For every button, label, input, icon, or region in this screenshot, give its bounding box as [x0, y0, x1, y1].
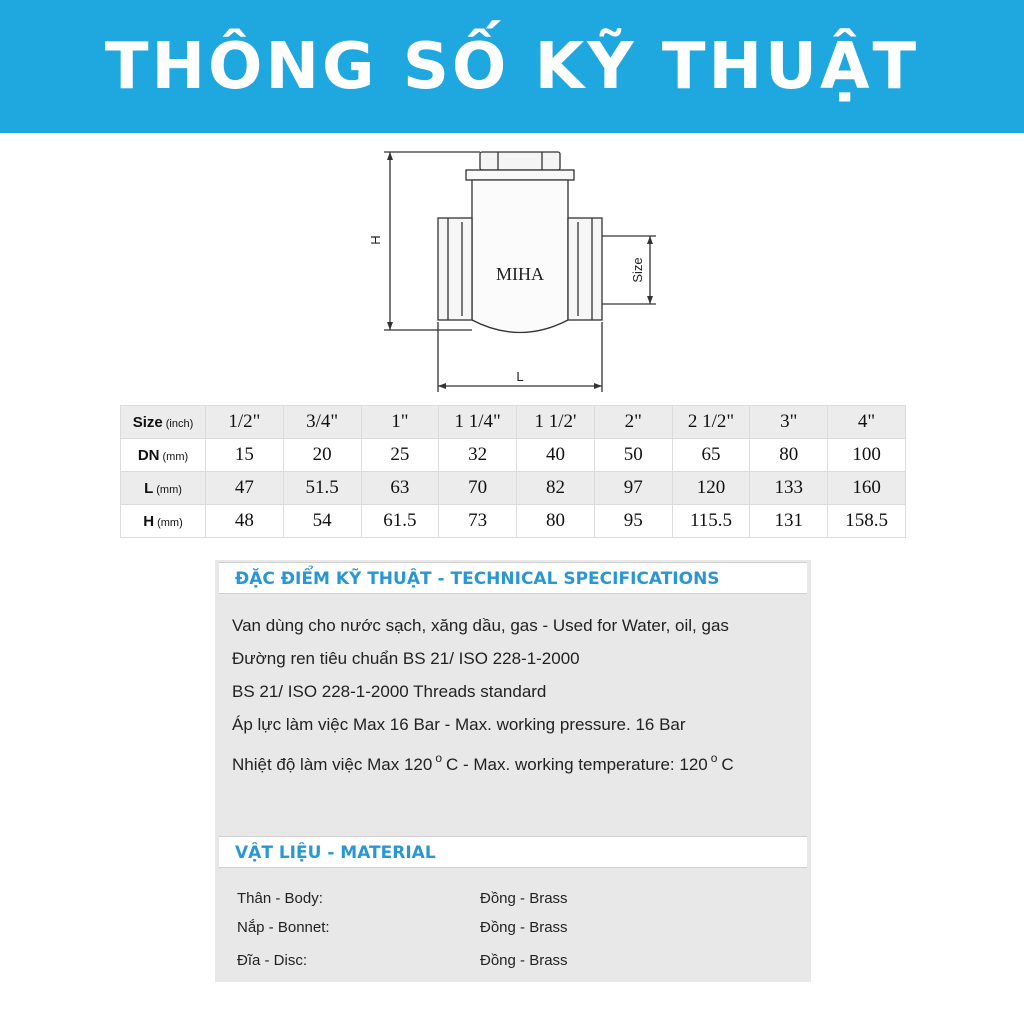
row-header-label: DN	[137, 446, 160, 464]
spec-line-temperature	[232, 744, 734, 777]
table-cell: 2 1/2"	[672, 406, 750, 439]
table-cell: 160	[828, 472, 906, 505]
row-header	[121, 472, 206, 505]
degree-symbol: o	[710, 751, 718, 765]
temp-text-2: C - Max. working temperature: 120	[446, 755, 708, 774]
material-part: Đĩa - Disc:	[237, 952, 308, 969]
temp-text-1: Nhiệt độ làm việc Max 120	[232, 755, 433, 774]
valve-drawing	[360, 140, 680, 400]
table-cell: 25	[361, 439, 439, 472]
brand-label: MIHA	[496, 264, 544, 284]
row-header-unit: (mm)	[157, 516, 183, 529]
row-header	[121, 505, 206, 538]
row-header	[121, 406, 206, 439]
spec-line: BS 21/ ISO 228-1-2000 Threads standard	[232, 682, 547, 701]
table-cell: 50	[594, 439, 672, 472]
title-banner	[0, 0, 1024, 133]
specifications-panel	[215, 560, 811, 982]
table-cell: 1"	[361, 406, 439, 439]
table-cell: 82	[517, 472, 595, 505]
spec-lines	[232, 612, 734, 777]
table-cell: 3/4"	[283, 406, 361, 439]
spec-line: Van dùng cho nước sạch, xăng dầu, gas - Used for Water, oil, gas	[232, 616, 729, 635]
material-part: Thân - Body:	[237, 890, 323, 907]
spec-line: Đường ren tiêu chuẩn BS 21/ ISO 228-1-2000	[232, 649, 580, 668]
table-cell: 1 1/4"	[439, 406, 517, 439]
table-cell: 80	[517, 505, 595, 538]
technical-specs-title: ĐẶC ĐIỂM KỸ THUẬT - TECHNICAL SPECIFICATIONS	[219, 562, 807, 594]
row-header-unit: (mm)	[156, 483, 182, 496]
table-cell: 20	[283, 439, 361, 472]
degree-symbol: o	[435, 751, 443, 765]
material-part: Nắp - Bonnet:	[237, 919, 330, 936]
table-cell: 97	[594, 472, 672, 505]
table-cell: 54	[283, 505, 361, 538]
material-row	[215, 886, 811, 916]
l-dimension-label: L	[516, 369, 524, 384]
material-row	[215, 915, 811, 945]
row-header	[121, 439, 206, 472]
material-row	[215, 948, 811, 978]
table-cell: 131	[750, 505, 828, 538]
table-row	[121, 505, 906, 538]
table-cell: 51.5	[283, 472, 361, 505]
table-cell: 133	[750, 472, 828, 505]
table-cell: 158.5	[828, 505, 906, 538]
temp-text-3: C	[721, 755, 734, 774]
table-cell: 70	[439, 472, 517, 505]
row-header-unit: (mm)	[162, 450, 189, 463]
row-header-label: Size	[132, 413, 163, 431]
page-title: THÔNG SỐ KỸ THUẬT	[104, 29, 920, 104]
table-cell: 1 1/2'	[517, 406, 595, 439]
table-cell: 100	[828, 439, 906, 472]
table-cell: 32	[439, 439, 517, 472]
table-cell: 61.5	[361, 505, 439, 538]
dimensions-table	[120, 405, 906, 538]
table-cell: 40	[517, 439, 595, 472]
table-row	[121, 406, 906, 439]
table-cell: 48	[206, 505, 284, 538]
table-cell: 95	[594, 505, 672, 538]
table-cell: 65	[672, 439, 750, 472]
row-header-label: L	[144, 479, 154, 497]
table-cell: 120	[672, 472, 750, 505]
spec-line: Áp lực làm việc Max 16 Bar - Max. working pressure. 16 Bar	[232, 715, 686, 734]
h-dimension-label: H	[368, 235, 383, 245]
row-header-unit: (inch)	[165, 417, 194, 430]
table-row	[121, 439, 906, 472]
table-cell: 1/2"	[206, 406, 284, 439]
table-row	[121, 472, 906, 505]
material-title: VẬT LIỆU - MATERIAL	[219, 836, 807, 868]
table-cell: 4"	[828, 406, 906, 439]
table-cell: 47	[206, 472, 284, 505]
table-cell: 15	[206, 439, 284, 472]
material-value: Đồng - Brass	[480, 919, 568, 936]
table-cell: 115.5	[672, 505, 750, 538]
size-dimension-label: Size	[630, 257, 645, 283]
table-cell: 73	[439, 505, 517, 538]
table-cell: 63	[361, 472, 439, 505]
table-cell: 3"	[750, 406, 828, 439]
row-header-label: H	[143, 512, 155, 530]
table-cell: 80	[750, 439, 828, 472]
material-value: Đồng - Brass	[480, 952, 568, 969]
table-cell: 2"	[594, 406, 672, 439]
material-value: Đồng - Brass	[480, 890, 568, 907]
